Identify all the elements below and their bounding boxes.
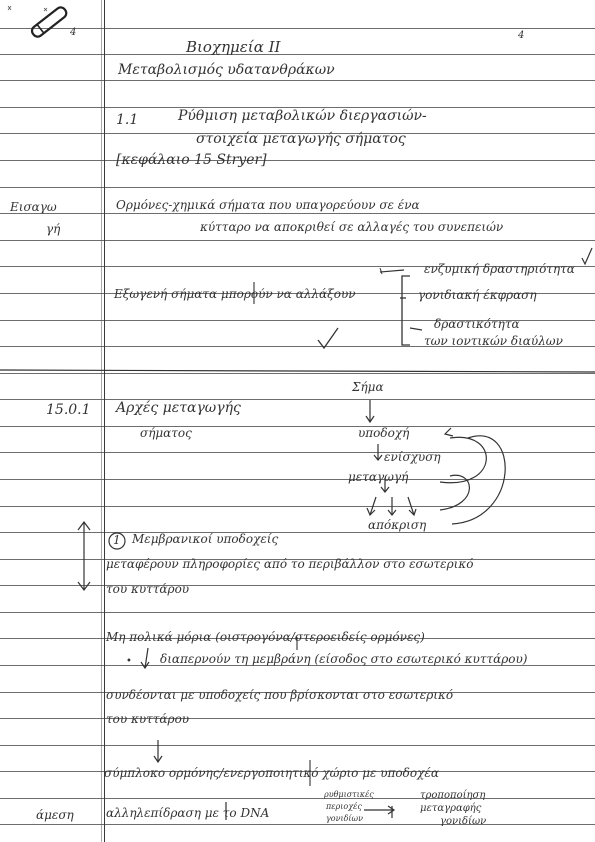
section-heading: στοιχεία μεταγωγής σήματος xyxy=(196,131,406,147)
flow-step: Σήμα xyxy=(352,380,384,394)
flow-step: υποδοχή xyxy=(358,426,410,440)
margin-label: Εισαγω xyxy=(10,200,57,214)
intro-text: κύτταρο να αποκριθεί σε αλλαγές του συνεπειών xyxy=(200,220,504,234)
membrane-heading: Μεμβρανικοί υποδοχείς xyxy=(132,532,279,546)
annotation: γονιδίων xyxy=(326,814,363,823)
effect-item: γονιδιακή έκφραση xyxy=(418,288,537,302)
section-heading: Ρύθμιση μεταβολικών διεργασιών- xyxy=(178,108,427,124)
flow-step: απόκριση xyxy=(368,518,427,532)
logo-number: 4 xyxy=(70,27,77,38)
membrane-text: του κυττάρου xyxy=(106,582,190,596)
nonpolar-text: διαπερνούν τη μεμβράνη (είσοδος στο εσωτερικό κυττάρου) xyxy=(160,652,528,666)
section-divider xyxy=(0,370,595,372)
effect-item: ενζυμική δραστηριότητα xyxy=(424,262,575,276)
arrow-to-item3 xyxy=(410,328,422,330)
page-subtitle: Μεταβολισμός υδατανθράκων xyxy=(118,62,335,78)
nonpolar-text: του κυττάρου xyxy=(106,712,190,726)
annotation: περιοχές xyxy=(326,802,362,811)
section-number: 1.1 xyxy=(116,112,139,128)
star-icon xyxy=(8,6,47,11)
page-title: Βιοχημεία ΙΙ xyxy=(186,38,281,56)
section-number: 15.0.1 xyxy=(46,402,91,418)
effect-item: δραστικότητα xyxy=(434,317,520,331)
check-icon xyxy=(318,328,338,348)
effect-item: των ιοντικών διαύλων xyxy=(424,334,563,348)
membrane-text: μεταφέρουν πληροφορίες από το περιβάλλον στο εσωτερικό xyxy=(106,557,474,571)
bullet: • xyxy=(126,656,132,667)
effects-bracket xyxy=(402,276,410,345)
section-heading: σήματος xyxy=(140,426,192,440)
effects-lead: Εξωγενή σήματα μπορούν να αλλάξουν xyxy=(114,287,356,301)
annotation: ρυθμιστικές xyxy=(324,790,374,799)
margin-label: άμεση xyxy=(36,808,74,822)
margin-label: γή xyxy=(46,222,61,236)
flow-arrows xyxy=(78,400,505,820)
arrow-to-item1 xyxy=(380,270,404,272)
circled-number: 1 xyxy=(113,533,121,547)
annotation: τροποποίηση xyxy=(420,790,486,801)
annotation: μεταγραφής xyxy=(420,803,482,814)
chapter-reference: [κεφάλαιο 15 Stryer] xyxy=(116,152,267,168)
flow-step: μεταγωγή xyxy=(348,470,409,484)
page-number: 4 xyxy=(518,30,525,41)
nonpolar-heading: Μη πολικά μόρια (οιστρογόνα/στεροειδείς ορμόνες) xyxy=(106,630,425,644)
flow-step: ενίσχυση xyxy=(384,450,441,464)
nonpolar-text: αλληλεπίδραση με το DNA xyxy=(106,806,270,820)
section-heading: Αρχές μεταγωγής xyxy=(116,400,241,416)
check-icon xyxy=(582,248,592,264)
nonpolar-text: συνδέονται με υποδοχείς που βρίσκονται στο εσωτερικό xyxy=(106,688,454,702)
nonpolar-text: σύμπλοκο ορμόνης/ενεργοποιητικό χώριο με υποδοχέα xyxy=(104,766,439,780)
annotation: γονιδίων xyxy=(440,816,487,827)
intro-text: Ορμόνες-χημικά σήματα που υπαγορεύουν σε ένα xyxy=(116,198,420,212)
pencil-logo-icon xyxy=(30,5,68,38)
